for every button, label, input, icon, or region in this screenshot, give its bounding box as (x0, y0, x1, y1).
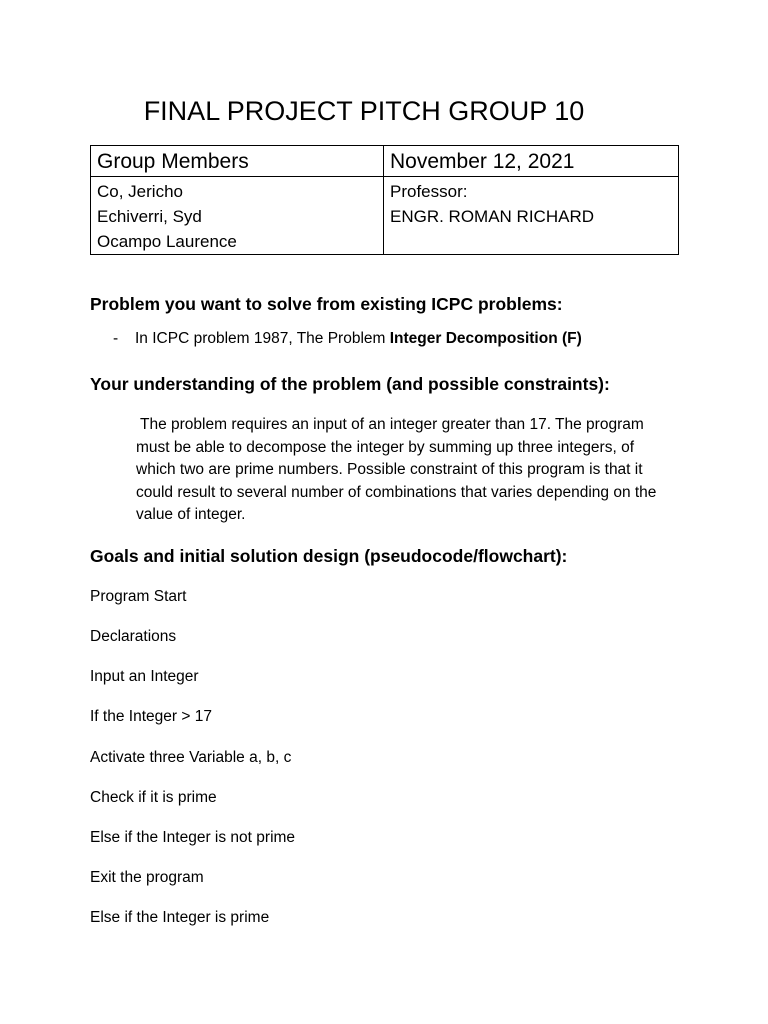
section-heading-problem: Problem you want to solve from existing ICPC problems: (90, 294, 563, 314)
pseudocode-step: If the Integer > 17 (90, 708, 212, 725)
document-title-text: FINAL PROJECT PITCH GROUP 10 (143, 96, 585, 126)
section-heading-goals: Goals and initial solution design (pseudocode/flowchart): (90, 546, 568, 566)
pseudocode-step: Else if the Integer is prime (90, 909, 270, 926)
bullet-dash: - (113, 330, 119, 347)
members-table (90, 145, 679, 255)
members-table-header-row (91, 146, 679, 177)
pseudocode-step: Check if it is prime (90, 789, 217, 806)
pseudocode-step: Program Start (90, 588, 187, 605)
bullet-problem-name: Integer Decomposition (F) (389, 330, 582, 347)
members-cell (91, 177, 384, 255)
bullet-text: In ICPC problem 1987, The Problem (135, 330, 390, 347)
pseudocode-step: Input an Integer (90, 668, 199, 685)
date-header: November 12, 2021 (384, 146, 679, 177)
problem-bullet (113, 330, 582, 348)
professor-label: Professor: (390, 182, 468, 201)
document-title (0, 96, 728, 127)
section-heading-understanding: Your understanding of the problem (and possible constraints): (90, 374, 610, 394)
professor-name: ENGR. ROMAN RICHARD (390, 207, 595, 226)
group-members-header: Group Members (91, 146, 384, 177)
professor-cell (384, 177, 679, 255)
member-name: Ocampo Laurence (97, 232, 237, 251)
pseudocode-step: Exit the program (90, 869, 204, 886)
understanding-paragraph: The problem requires an input of an integer greater than 17. The program must be able to decompose the integer by summing up three integers, of which two are prime numbers. Possible constraint of this program is that it could result to several number of combinations that varies depending on the value of integer. (136, 416, 657, 523)
member-name: Echiverri, Syd (97, 207, 202, 226)
members-table-body-row (91, 177, 679, 255)
pseudocode-step: Else if the Integer is not prime (90, 829, 296, 846)
pseudocode-step: Declarations (90, 628, 177, 645)
pseudocode-step: Activate three Variable a, b, c (90, 749, 292, 766)
member-name: Co, Jericho (97, 182, 183, 201)
